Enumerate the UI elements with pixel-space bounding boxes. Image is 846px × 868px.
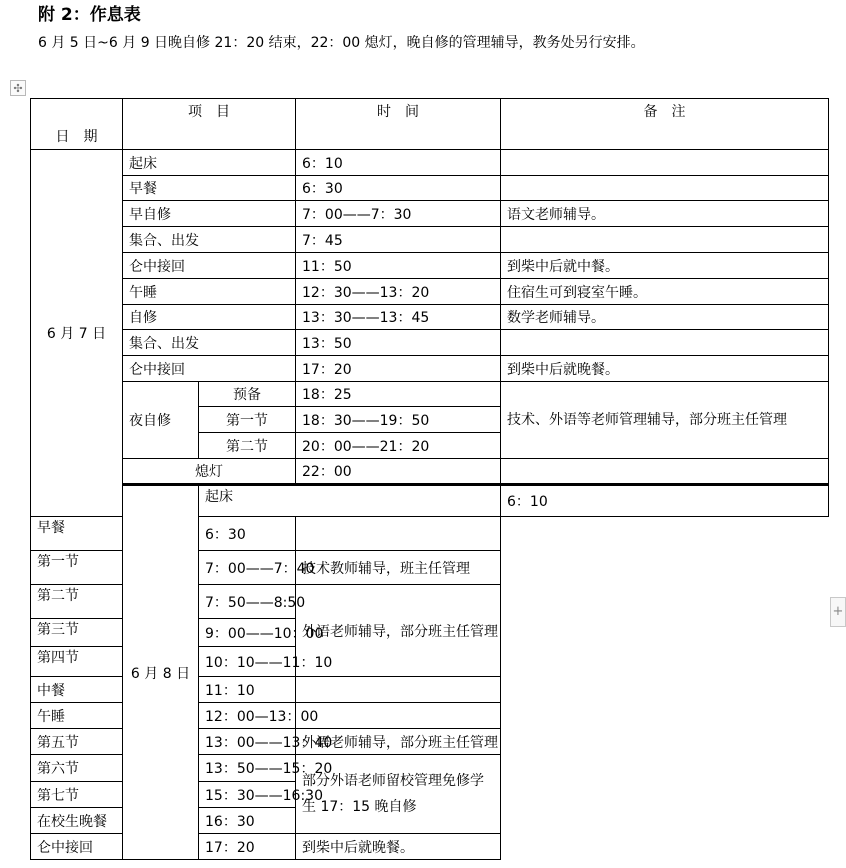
item-cell: 仑中接回 <box>31 834 199 860</box>
schedule-table <box>30 98 829 860</box>
note-cell: 外语老师辅导，部分班主任管理 <box>296 585 501 677</box>
time-cell: 12：30——13：20 <box>296 279 501 305</box>
table-row <box>31 201 829 227</box>
table-row <box>31 330 829 356</box>
item-cell: 第五节 <box>31 729 199 755</box>
table-row <box>31 459 829 485</box>
note-cell <box>501 176 829 201</box>
note-cell: 外语老师辅导，部分班主任管理 <box>296 729 501 755</box>
time-cell: 11：50 <box>296 253 501 279</box>
time-cell: 6：10 <box>501 485 829 517</box>
time-cell: 12：00—13：00 <box>199 703 296 729</box>
table-row <box>31 305 829 330</box>
time-cell: 17：20 <box>199 834 296 860</box>
note-cell: 数学老师辅导。 <box>501 305 829 330</box>
note-cell: 部分外语老师留校管理免修学生 17：15 晚自修 <box>296 755 501 834</box>
item-cell: 熄灯 <box>123 459 296 485</box>
time-cell: 22：00 <box>296 459 501 485</box>
item-cell: 早餐 <box>31 517 199 551</box>
add-column-icon[interactable]: + <box>830 597 846 627</box>
table-row <box>31 703 829 729</box>
time-cell: 10：10——11：10 <box>199 647 296 677</box>
time-cell: 20：00——21：20 <box>296 433 501 459</box>
time-cell: 13：50——15：20 <box>199 755 296 782</box>
time-cell: 17：20 <box>296 356 501 382</box>
note-cell <box>501 150 829 176</box>
time-cell: 6：30 <box>199 517 296 551</box>
sub-item-cell: 预备 <box>199 382 296 407</box>
note-cell <box>296 703 501 729</box>
time-cell: 18：25 <box>296 382 501 407</box>
item-cell: 起床 <box>199 485 501 517</box>
note-cell: 到柴中后就中餐。 <box>501 253 829 279</box>
item-cell: 仑中接回 <box>123 253 296 279</box>
table-row <box>31 176 829 201</box>
time-cell: 7：50——8:50 <box>199 585 296 619</box>
time-cell: 13：00——13：40 <box>199 729 296 755</box>
time-cell: 16：30 <box>199 808 296 834</box>
header-date: 日 期 <box>31 99 123 150</box>
item-cell: 在校生晚餐 <box>31 808 199 834</box>
item-cell: 早餐 <box>123 176 296 201</box>
time-cell: 6：30 <box>296 176 501 201</box>
table-move-handle-icon[interactable]: ✣ <box>10 80 26 96</box>
sub-item-cell: 第一节 <box>199 407 296 433</box>
note-cell <box>296 517 501 551</box>
table-row <box>31 227 829 253</box>
intro-text: 6 月 5 日~6 月 9 日晚自修 21：20 结束，22：00 熄灯，晚自修的管理辅导，教务处另行安排。 <box>38 35 645 51</box>
table-row <box>31 834 829 860</box>
note-cell <box>296 677 501 703</box>
header-item: 项 目 <box>123 99 296 150</box>
note-cell: 住宿生可到寝室午睡。 <box>501 279 829 305</box>
item-cell: 仑中接回 <box>123 356 296 382</box>
item-cell: 集合、出发 <box>123 330 296 356</box>
page-heading: 附 2：作息表 <box>38 5 141 25</box>
time-cell: 18：30——19：50 <box>296 407 501 433</box>
item-cell: 早自修 <box>123 201 296 227</box>
time-cell: 9：00——10：00 <box>199 619 296 647</box>
note-cell: 技术教师辅导，班主任管理 <box>296 551 501 585</box>
table-row <box>31 150 829 176</box>
item-cell: 第一节 <box>31 551 199 585</box>
table-row <box>31 551 829 585</box>
note-cell: 到柴中后就晚餐。 <box>501 356 829 382</box>
note-cell <box>501 330 829 356</box>
time-cell: 7：00——7：30 <box>296 201 501 227</box>
table-row <box>31 485 829 517</box>
item-cell: 起床 <box>123 150 296 176</box>
time-cell: 13：30——13：45 <box>296 305 501 330</box>
item-cell: 第二节 <box>31 585 199 619</box>
item-cell: 第六节 <box>31 755 199 782</box>
table-row <box>31 755 829 782</box>
header-time: 时 间 <box>296 99 501 150</box>
evening-note-cell: 技术、外语等老师管理辅导，部分班主任管理 <box>501 382 829 459</box>
header-note: 备 注 <box>501 99 829 150</box>
table-row <box>31 279 829 305</box>
note-cell <box>501 227 829 253</box>
note-cell: 语文老师辅导。 <box>501 201 829 227</box>
item-cell: 午睡 <box>31 703 199 729</box>
table-row <box>31 382 829 407</box>
item-cell: 第四节 <box>31 647 199 677</box>
item-cell: 第三节 <box>31 619 199 647</box>
table-header-row <box>31 99 829 150</box>
evening-study-label: 夜自修 <box>123 382 199 459</box>
date-cell-day1: 6 月 7 日 <box>31 150 123 517</box>
item-cell: 自修 <box>123 305 296 330</box>
note-cell: 到柴中后就晚餐。 <box>296 834 501 860</box>
item-cell: 午睡 <box>123 279 296 305</box>
time-cell: 7：45 <box>296 227 501 253</box>
time-cell: 11：10 <box>199 677 296 703</box>
table-row <box>31 517 829 551</box>
time-cell: 13：50 <box>296 330 501 356</box>
time-cell: 7：00——7：40 <box>199 551 296 585</box>
item-cell: 集合、出发 <box>123 227 296 253</box>
date-cell-day2: 6 月 8 日 <box>123 485 199 860</box>
item-cell: 中餐 <box>31 677 199 703</box>
item-cell: 第七节 <box>31 782 199 808</box>
time-cell: 6：10 <box>296 150 501 176</box>
table-row <box>31 253 829 279</box>
sub-item-cell: 第二节 <box>199 433 296 459</box>
time-cell: 15：30——16:30 <box>199 782 296 808</box>
table-row <box>31 356 829 382</box>
table-row <box>31 585 829 619</box>
note-cell <box>501 459 829 485</box>
table-row <box>31 729 829 755</box>
